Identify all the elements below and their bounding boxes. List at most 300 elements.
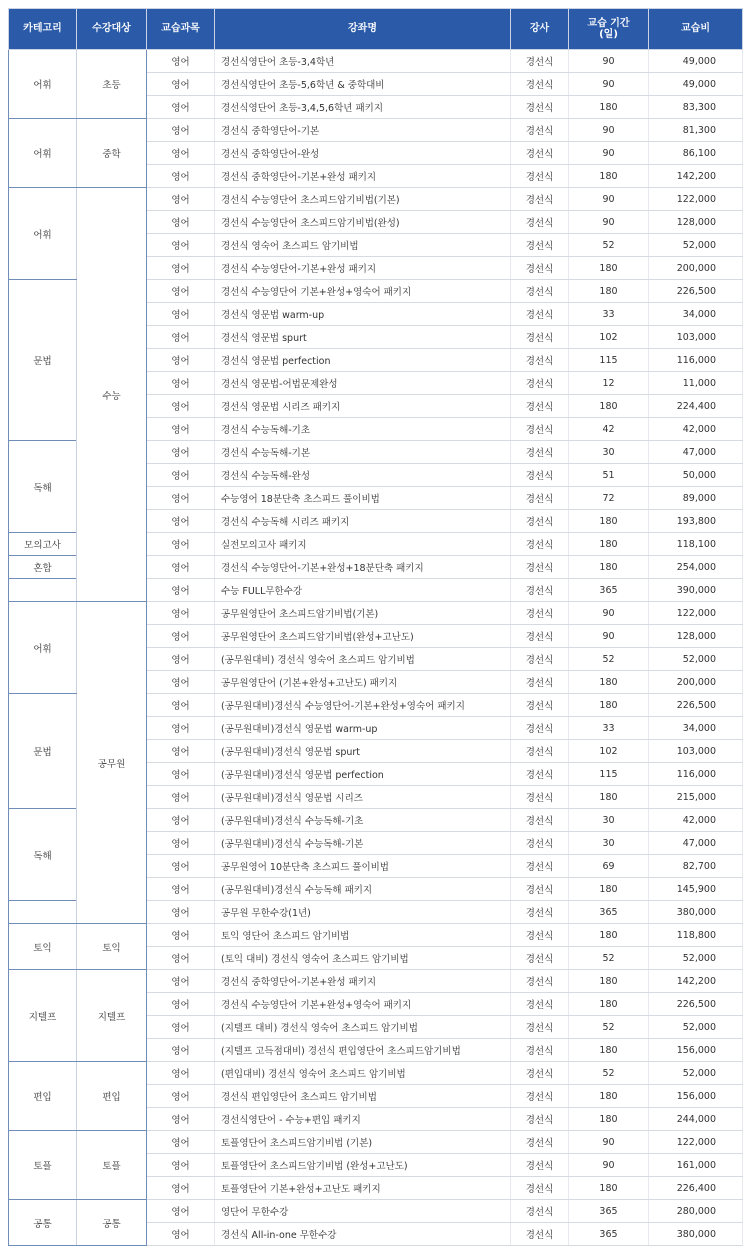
period-cell: 90	[569, 211, 649, 234]
course-name-cell: 경선식 영문법-어법문제완성	[215, 372, 511, 395]
instructor-cell: 경선식	[511, 372, 569, 395]
fee-cell: 380,000	[649, 1223, 743, 1246]
category-cell: 공통	[9, 1200, 77, 1246]
subject-cell: 영어	[147, 50, 215, 73]
fee-cell: 193,800	[649, 510, 743, 533]
course-name-cell: 경선식 수능독해-기본	[215, 441, 511, 464]
fee-cell: 128,000	[649, 625, 743, 648]
instructor-cell: 경선식	[511, 1085, 569, 1108]
fee-cell: 52,000	[649, 234, 743, 257]
course-name-cell: (공무원대비)경선식 수능독해 패키지	[215, 878, 511, 901]
fee-cell: 161,000	[649, 1154, 743, 1177]
target-cell: 공통	[77, 1200, 147, 1246]
instructor-cell: 경선식	[511, 257, 569, 280]
instructor-cell: 경선식	[511, 211, 569, 234]
instructor-cell: 경선식	[511, 947, 569, 970]
period-cell: 90	[569, 625, 649, 648]
subject-cell: 영어	[147, 188, 215, 211]
table-row	[9, 602, 743, 625]
instructor-cell: 경선식	[511, 694, 569, 717]
table-row	[9, 1200, 743, 1223]
instructor-cell: 경선식	[511, 418, 569, 441]
period-cell: 115	[569, 763, 649, 786]
subject-cell: 영어	[147, 464, 215, 487]
period-cell: 180	[569, 533, 649, 556]
period-cell: 180	[569, 694, 649, 717]
target-cell: 토플	[77, 1131, 147, 1200]
category-cell	[9, 579, 77, 602]
period-cell: 180	[569, 96, 649, 119]
instructor-cell: 경선식	[511, 556, 569, 579]
course-name-cell: (공무원대비)경선식 수능영단어-기본+완성+영숙어 패키지	[215, 694, 511, 717]
subject-cell: 영어	[147, 96, 215, 119]
period-cell: 180	[569, 257, 649, 280]
instructor-cell: 경선식	[511, 349, 569, 372]
subject-cell: 영어	[147, 1039, 215, 1062]
category-cell: 어휘	[9, 50, 77, 119]
instructor-cell: 경선식	[511, 1039, 569, 1062]
course-name-cell: (공무원대비) 경선식 영숙어 초스피드 암기비법	[215, 648, 511, 671]
instructor-cell: 경선식	[511, 165, 569, 188]
fee-cell: 42,000	[649, 809, 743, 832]
subject-cell: 영어	[147, 395, 215, 418]
target-cell: 수능	[77, 188, 147, 602]
period-cell: 90	[569, 50, 649, 73]
category-cell: 독해	[9, 441, 77, 533]
subject-cell: 영어	[147, 556, 215, 579]
course-name-cell: 경선식 중학영단어-기본+완성 패키지	[215, 970, 511, 993]
period-cell: 180	[569, 924, 649, 947]
subject-cell: 영어	[147, 855, 215, 878]
fee-cell: 200,000	[649, 671, 743, 694]
fee-cell: 49,000	[649, 50, 743, 73]
period-cell: 180	[569, 1108, 649, 1131]
header-instructor: 강사	[511, 9, 569, 50]
instructor-cell: 경선식	[511, 1154, 569, 1177]
fee-cell: 390,000	[649, 579, 743, 602]
period-cell: 52	[569, 1016, 649, 1039]
course-name-cell: 경선식 수능영단어-기본+완성+18분단축 패키지	[215, 556, 511, 579]
course-name-cell: (공무원대비)경선식 영문법 시리즈	[215, 786, 511, 809]
fee-cell: 226,500	[649, 694, 743, 717]
fee-cell: 254,000	[649, 556, 743, 579]
fee-cell: 118,800	[649, 924, 743, 947]
course-name-cell: 토플영단어 기본+완성+고난도 패키지	[215, 1177, 511, 1200]
subject-cell: 영어	[147, 1200, 215, 1223]
fee-cell: 122,000	[649, 602, 743, 625]
instructor-cell: 경선식	[511, 924, 569, 947]
course-name-cell: 공무원영단어 초스피드암기비법(기본)	[215, 602, 511, 625]
fee-cell: 11,000	[649, 372, 743, 395]
course-name-cell: 공무원영단어 (기본+완성+고난도) 패키지	[215, 671, 511, 694]
category-cell: 문법	[9, 694, 77, 809]
subject-cell: 영어	[147, 763, 215, 786]
target-cell: 지텔프	[77, 970, 147, 1062]
course-name-cell: 공무원영단어 초스피드암기비법(완성+고난도)	[215, 625, 511, 648]
table-row	[9, 119, 743, 142]
fee-cell: 116,000	[649, 349, 743, 372]
period-cell: 90	[569, 1154, 649, 1177]
table-row	[9, 188, 743, 211]
course-name-cell: 경선식 영숙어 초스피드 암기비법	[215, 234, 511, 257]
instructor-cell: 경선식	[511, 280, 569, 303]
header-target: 수강대상	[77, 9, 147, 50]
course-name-cell: 경선식 영문법 시리즈 패키지	[215, 395, 511, 418]
instructor-cell: 경선식	[511, 119, 569, 142]
period-cell: 102	[569, 740, 649, 763]
instructor-cell: 경선식	[511, 1131, 569, 1154]
instructor-cell: 경선식	[511, 50, 569, 73]
instructor-cell: 경선식	[511, 786, 569, 809]
period-cell: 69	[569, 855, 649, 878]
period-cell: 33	[569, 717, 649, 740]
category-cell: 어휘	[9, 602, 77, 694]
instructor-cell: 경선식	[511, 487, 569, 510]
course-name-cell: 경선식영단어 - 수능+편입 패키지	[215, 1108, 511, 1131]
table-row	[9, 970, 743, 993]
fee-cell: 244,000	[649, 1108, 743, 1131]
fee-cell: 83,300	[649, 96, 743, 119]
subject-cell: 영어	[147, 280, 215, 303]
subject-cell: 영어	[147, 1062, 215, 1085]
instructor-cell: 경선식	[511, 188, 569, 211]
fee-cell: 156,000	[649, 1039, 743, 1062]
fee-cell: 34,000	[649, 717, 743, 740]
fee-cell: 142,200	[649, 970, 743, 993]
subject-cell: 영어	[147, 165, 215, 188]
period-cell: 365	[569, 1223, 649, 1246]
instructor-cell: 경선식	[511, 234, 569, 257]
category-cell: 편입	[9, 1062, 77, 1131]
course-name-cell: 경선식 영문법 perfection	[215, 349, 511, 372]
table-row	[9, 50, 743, 73]
subject-cell: 영어	[147, 1177, 215, 1200]
fee-cell: 118,100	[649, 533, 743, 556]
instructor-cell: 경선식	[511, 740, 569, 763]
header-subject: 교습과목	[147, 9, 215, 50]
period-cell: 90	[569, 188, 649, 211]
instructor-cell: 경선식	[511, 441, 569, 464]
subject-cell: 영어	[147, 1223, 215, 1246]
subject-cell: 영어	[147, 809, 215, 832]
fee-cell: 86,100	[649, 142, 743, 165]
period-cell: 51	[569, 464, 649, 487]
instructor-cell: 경선식	[511, 1223, 569, 1246]
table-row	[9, 1131, 743, 1154]
period-cell: 180	[569, 671, 649, 694]
course-name-cell: 수능영어 18분단축 초스피드 풀이비법	[215, 487, 511, 510]
subject-cell: 영어	[147, 119, 215, 142]
course-name-cell: 경선식 수능영단어 초스피드암기비법(완성)	[215, 211, 511, 234]
period-cell: 102	[569, 326, 649, 349]
table-row	[9, 924, 743, 947]
course-name-cell: (공무원대비)경선식 수능독해-기본	[215, 832, 511, 855]
period-cell: 90	[569, 602, 649, 625]
subject-cell: 영어	[147, 257, 215, 280]
instructor-cell: 경선식	[511, 1062, 569, 1085]
category-cell: 지텔프	[9, 970, 77, 1062]
instructor-cell: 경선식	[511, 993, 569, 1016]
instructor-cell: 경선식	[511, 648, 569, 671]
subject-cell: 영어	[147, 1154, 215, 1177]
course-name-cell: 경선식영단어 초등-3,4학년	[215, 50, 511, 73]
course-fee-table	[8, 8, 743, 1246]
subject-cell: 영어	[147, 303, 215, 326]
target-cell: 중학	[77, 119, 147, 188]
header-course-name: 강좌명	[215, 9, 511, 50]
period-cell: 115	[569, 349, 649, 372]
fee-cell: 224,400	[649, 395, 743, 418]
course-name-cell: 경선식 수능영단어-기본+완성 패키지	[215, 257, 511, 280]
subject-cell: 영어	[147, 1085, 215, 1108]
fee-cell: 49,000	[649, 73, 743, 96]
course-name-cell: (공무원대비)경선식 영문법 spurt	[215, 740, 511, 763]
subject-cell: 영어	[147, 1108, 215, 1131]
fee-cell: 142,200	[649, 165, 743, 188]
instructor-cell: 경선식	[511, 303, 569, 326]
instructor-cell: 경선식	[511, 763, 569, 786]
subject-cell: 영어	[147, 740, 215, 763]
instructor-cell: 경선식	[511, 1200, 569, 1223]
fee-cell: 103,000	[649, 326, 743, 349]
category-cell: 독해	[9, 809, 77, 901]
subject-cell: 영어	[147, 372, 215, 395]
table-row	[9, 1062, 743, 1085]
instructor-cell: 경선식	[511, 96, 569, 119]
fee-cell: 226,500	[649, 280, 743, 303]
subject-cell: 영어	[147, 579, 215, 602]
course-name-cell: 경선식 수능독해-완성	[215, 464, 511, 487]
course-name-cell: 실전모의고사 패키지	[215, 533, 511, 556]
instructor-cell: 경선식	[511, 1177, 569, 1200]
instructor-cell: 경선식	[511, 142, 569, 165]
fee-cell: 156,000	[649, 1085, 743, 1108]
period-cell: 72	[569, 487, 649, 510]
period-cell: 90	[569, 1131, 649, 1154]
course-table-container	[8, 8, 742, 1246]
header-row	[9, 9, 743, 50]
period-cell: 180	[569, 280, 649, 303]
subject-cell: 영어	[147, 349, 215, 372]
category-cell: 어휘	[9, 119, 77, 188]
course-name-cell: 토익 영단어 초스피드 암기비법	[215, 924, 511, 947]
table-body	[9, 50, 743, 1246]
subject-cell: 영어	[147, 947, 215, 970]
subject-cell: 영어	[147, 234, 215, 257]
instructor-cell: 경선식	[511, 717, 569, 740]
fee-cell: 226,400	[649, 1177, 743, 1200]
fee-cell: 50,000	[649, 464, 743, 487]
subject-cell: 영어	[147, 694, 215, 717]
fee-cell: 103,000	[649, 740, 743, 763]
category-cell: 토플	[9, 1131, 77, 1200]
fee-cell: 200,000	[649, 257, 743, 280]
course-name-cell: 수능 FULL무한수강	[215, 579, 511, 602]
period-cell: 42	[569, 418, 649, 441]
course-name-cell: (지텔프 대비) 경선식 영숙어 초스피드 암기비법	[215, 1016, 511, 1039]
instructor-cell: 경선식	[511, 878, 569, 901]
subject-cell: 영어	[147, 970, 215, 993]
course-name-cell: 공무원영어 10분단축 초스피드 풀이비법	[215, 855, 511, 878]
fee-cell: 82,700	[649, 855, 743, 878]
header-category: 카테고리	[9, 9, 77, 50]
fee-cell: 52,000	[649, 648, 743, 671]
target-cell: 편입	[77, 1062, 147, 1131]
instructor-cell: 경선식	[511, 533, 569, 556]
fee-cell: 52,000	[649, 1016, 743, 1039]
course-name-cell: 경선식 영문법 spurt	[215, 326, 511, 349]
period-cell: 52	[569, 648, 649, 671]
subject-cell: 영어	[147, 625, 215, 648]
course-name-cell: 경선식 수능영단어 기본+완성+영숙어 패키지	[215, 280, 511, 303]
period-cell: 180	[569, 1039, 649, 1062]
course-name-cell: (편입대비) 경선식 영숙어 초스피드 암기비법	[215, 1062, 511, 1085]
subject-cell: 영어	[147, 1131, 215, 1154]
period-cell: 30	[569, 441, 649, 464]
instructor-cell: 경선식	[511, 579, 569, 602]
instructor-cell: 경선식	[511, 73, 569, 96]
category-cell: 모의고사	[9, 533, 77, 556]
subject-cell: 영어	[147, 326, 215, 349]
instructor-cell: 경선식	[511, 970, 569, 993]
course-name-cell: 토플영단어 초스피드암기비법 (기본)	[215, 1131, 511, 1154]
fee-cell: 122,000	[649, 188, 743, 211]
instructor-cell: 경선식	[511, 510, 569, 533]
category-cell: 어휘	[9, 188, 77, 280]
course-name-cell: 경선식영단어 초등-3,4,5,6학년 패키지	[215, 96, 511, 119]
fee-cell: 34,000	[649, 303, 743, 326]
course-name-cell: 경선식 수능독해-기초	[215, 418, 511, 441]
subject-cell: 영어	[147, 1016, 215, 1039]
category-cell: 혼합	[9, 556, 77, 579]
subject-cell: 영어	[147, 418, 215, 441]
fee-cell: 81,300	[649, 119, 743, 142]
fee-cell: 122,000	[649, 1131, 743, 1154]
instructor-cell: 경선식	[511, 901, 569, 924]
period-cell: 52	[569, 1062, 649, 1085]
header-fee: 교습비	[649, 9, 743, 50]
subject-cell: 영어	[147, 786, 215, 809]
course-name-cell: 영단어 무한수강	[215, 1200, 511, 1223]
course-name-cell: 경선식 중학영단어-기본+완성 패키지	[215, 165, 511, 188]
period-cell: 180	[569, 1085, 649, 1108]
course-name-cell: 경선식영단어 초등-5,6학년 & 중학대비	[215, 73, 511, 96]
fee-cell: 128,000	[649, 211, 743, 234]
category-cell	[9, 901, 77, 924]
course-name-cell: (지텔프 고득점대비) 경선식 편입영단어 초스피드암기비법	[215, 1039, 511, 1062]
subject-cell: 영어	[147, 878, 215, 901]
instructor-cell: 경선식	[511, 809, 569, 832]
period-cell: 33	[569, 303, 649, 326]
course-name-cell: 경선식 수능영단어 기본+완성+영숙어 패키지	[215, 993, 511, 1016]
course-name-cell: 토플영단어 초스피드암기비법 (완성+고난도)	[215, 1154, 511, 1177]
period-cell: 365	[569, 579, 649, 602]
fee-cell: 226,500	[649, 993, 743, 1016]
subject-cell: 영어	[147, 648, 215, 671]
subject-cell: 영어	[147, 671, 215, 694]
subject-cell: 영어	[147, 441, 215, 464]
fee-cell: 116,000	[649, 763, 743, 786]
fee-cell: 47,000	[649, 441, 743, 464]
instructor-cell: 경선식	[511, 855, 569, 878]
instructor-cell: 경선식	[511, 1108, 569, 1131]
fee-cell: 52,000	[649, 1062, 743, 1085]
instructor-cell: 경선식	[511, 602, 569, 625]
category-cell: 토익	[9, 924, 77, 970]
course-name-cell: 경선식 영문법 warm-up	[215, 303, 511, 326]
course-name-cell: 경선식 중학영단어-기본	[215, 119, 511, 142]
instructor-cell: 경선식	[511, 326, 569, 349]
subject-cell: 영어	[147, 73, 215, 96]
course-name-cell: 경선식 편입영단어 초스피드 암기비법	[215, 1085, 511, 1108]
period-cell: 52	[569, 234, 649, 257]
course-name-cell: 경선식 수능영단어 초스피드암기비법(기본)	[215, 188, 511, 211]
fee-cell: 42,000	[649, 418, 743, 441]
period-cell: 180	[569, 165, 649, 188]
course-name-cell: (공무원대비)경선식 수능독해-기초	[215, 809, 511, 832]
course-name-cell: (공무원대비)경선식 영문법 warm-up	[215, 717, 511, 740]
course-name-cell: (공무원대비)경선식 영문법 perfection	[215, 763, 511, 786]
course-name-cell: 경선식 중학영단어-완성	[215, 142, 511, 165]
category-cell: 문법	[9, 280, 77, 441]
period-cell: 30	[569, 809, 649, 832]
header-period: 교습 기간 (일)	[569, 9, 649, 50]
course-name-cell: 공무원 무한수강(1년)	[215, 901, 511, 924]
course-name-cell: (토익 대비) 경선식 영숙어 초스피드 암기비법	[215, 947, 511, 970]
period-cell: 180	[569, 970, 649, 993]
subject-cell: 영어	[147, 510, 215, 533]
fee-cell: 280,000	[649, 1200, 743, 1223]
fee-cell: 215,000	[649, 786, 743, 809]
instructor-cell: 경선식	[511, 464, 569, 487]
fee-cell: 380,000	[649, 901, 743, 924]
instructor-cell: 경선식	[511, 671, 569, 694]
subject-cell: 영어	[147, 901, 215, 924]
fee-cell: 89,000	[649, 487, 743, 510]
fee-cell: 145,900	[649, 878, 743, 901]
period-cell: 52	[569, 947, 649, 970]
period-cell: 90	[569, 142, 649, 165]
subject-cell: 영어	[147, 717, 215, 740]
period-cell: 30	[569, 832, 649, 855]
period-cell: 180	[569, 395, 649, 418]
instructor-cell: 경선식	[511, 625, 569, 648]
fee-cell: 47,000	[649, 832, 743, 855]
subject-cell: 영어	[147, 993, 215, 1016]
target-cell: 공무원	[77, 602, 147, 924]
period-cell: 180	[569, 510, 649, 533]
instructor-cell: 경선식	[511, 395, 569, 418]
course-name-cell: 경선식 All-in-one 무한수강	[215, 1223, 511, 1246]
period-cell: 180	[569, 878, 649, 901]
period-cell: 90	[569, 73, 649, 96]
subject-cell: 영어	[147, 832, 215, 855]
subject-cell: 영어	[147, 211, 215, 234]
subject-cell: 영어	[147, 142, 215, 165]
period-cell: 365	[569, 901, 649, 924]
fee-cell: 52,000	[649, 947, 743, 970]
period-cell: 180	[569, 556, 649, 579]
subject-cell: 영어	[147, 533, 215, 556]
period-cell: 12	[569, 372, 649, 395]
period-cell: 180	[569, 1177, 649, 1200]
subject-cell: 영어	[147, 924, 215, 947]
period-cell: 180	[569, 993, 649, 1016]
subject-cell: 영어	[147, 487, 215, 510]
subject-cell: 영어	[147, 602, 215, 625]
target-cell: 토익	[77, 924, 147, 970]
period-cell: 180	[569, 786, 649, 809]
